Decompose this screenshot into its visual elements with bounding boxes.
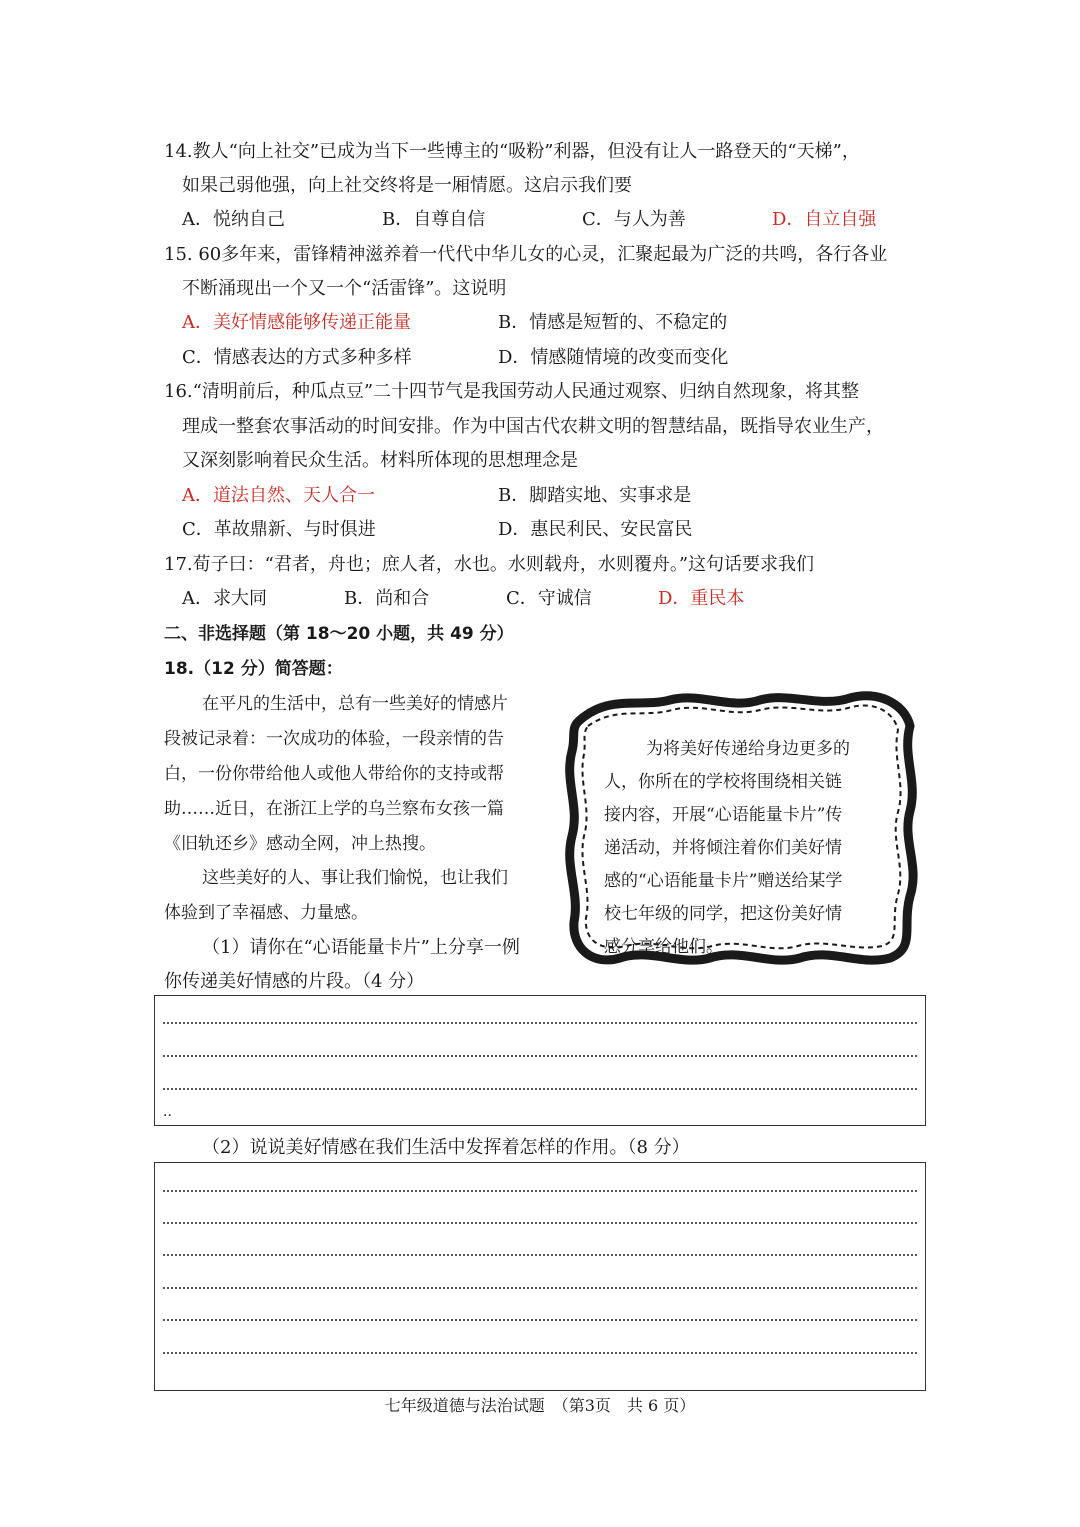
q18-passage-line2: 段被记录着：一次成功的体验，一段亲情的告 xyxy=(164,729,504,749)
q17-stem-line1: 17.荀子曰：“君者，舟也；庶人者，水也。水则载舟，水则覆舟。”这句话要求我们 xyxy=(164,554,815,575)
q14-stem-line1: 14.教人“向上社交”已成为当下一些博主的“吸粉”利器，但没有让人一路登天的“天梯”， xyxy=(164,141,860,162)
answer-line xyxy=(163,1319,917,1321)
q15-stem-line2: 不断涌现出一个又一个“活雷锋”。这说明 xyxy=(182,278,507,299)
q18-title: 18.（12 分）简答题： xyxy=(164,659,343,679)
section2-title: 二、非选择题（第 18～20 小题，共 49 分） xyxy=(164,624,514,644)
answer-line xyxy=(163,1287,917,1289)
q16-stem-line1: 16.“清明前后，种瓜点豆”二十四节气是我国劳动人民通过观察、归纳自然现象，将其整 xyxy=(164,381,860,402)
card-text-line3: 接内容，开展“心语能量卡片”传 xyxy=(604,805,843,825)
q18-sub2-answer-box[interactable] xyxy=(154,1162,926,1391)
q17-option-b: B．尚和合 xyxy=(344,588,430,609)
q17-option-a: A．求大同 xyxy=(182,588,267,609)
answer-line xyxy=(163,1088,917,1090)
q16-option-d: D．惠民利民、安民富民 xyxy=(498,519,693,540)
q18-passage-line1: 在平凡的生活中，总有一些美好的情感片 xyxy=(202,694,508,714)
q14-option-c: C．与人为善 xyxy=(582,209,686,230)
q18-passage-line7: 体验到了幸福感、力量感。 xyxy=(164,903,368,923)
q18-passage-line4: 助……近日，在浙江上学的乌兰察布女孩一篇 xyxy=(164,799,504,819)
q18-sub1-line2: 你传递美好情感的片段。（4 分） xyxy=(164,971,425,992)
q14-stem-line2: 如果己弱他强，向上社交终将是一厢情愿。这启示我们要 xyxy=(182,175,632,196)
q18-passage-line5: 《旧轨还乡》感动全网，冲上热搜。 xyxy=(164,834,436,854)
q15-option-d: D．情感随情境的改变而变化 xyxy=(498,347,729,368)
q17-option-d-answer: D．重民本 xyxy=(658,588,745,609)
answer-line xyxy=(163,1352,917,1354)
q18-passage-line6: 这些美好的人、事让我们愉悦，也让我们 xyxy=(202,868,508,888)
q14-option-b: B．自尊自信 xyxy=(382,209,486,230)
q18-sub2-prompt: （2）说说美好情感在我们生活中发挥着怎样的作用。（8 分） xyxy=(202,1137,690,1158)
q16-option-c: C．革故鼎新、与时俱进 xyxy=(182,519,376,540)
answer-line xyxy=(163,1222,917,1224)
q15-stem-line1: 15. 60多年来，雷锋精神滋养着一代代中华儿女的心灵，汇聚起最为广泛的共鸣，各行各业 xyxy=(164,244,888,265)
q15-option-c: C．情感表达的方式多种多样 xyxy=(182,347,412,368)
answer-line xyxy=(163,1190,917,1192)
card-text-line6: 校七年级的同学，把这份美好情 xyxy=(604,904,842,924)
q16-option-b: B．脚踏实地、实事求是 xyxy=(498,485,692,506)
card-text-line5: 感的“心语能量卡片”赠送给某学 xyxy=(604,871,843,891)
q15-option-b: B．情感是短暂的、不稳定的 xyxy=(498,312,728,333)
q16-option-a-answer: A．道法自然、天人合一 xyxy=(182,485,375,506)
card-text-line1: 为将美好传递给身边更多的 xyxy=(646,739,850,759)
card-text-line7: 感分享给他们。 xyxy=(604,937,723,957)
q18-sub1-answer-box[interactable] xyxy=(154,995,926,1126)
card-text-line2: 人，你所在的学校将围绕相关链 xyxy=(604,772,842,792)
q18-passage-line3: 白，一份你带给他人或他人带给你的支持或帮 xyxy=(164,764,504,784)
answer-line xyxy=(163,1022,917,1024)
q16-stem-line3: 又深刻影响着民众生活。材料所体现的思想理念是 xyxy=(182,450,578,471)
answer-line xyxy=(163,1055,917,1057)
answer-line xyxy=(163,1254,917,1256)
card-text-line4: 递活动，并将倾注着你们美好情 xyxy=(604,838,842,858)
answer-line-tail: .. xyxy=(163,1104,172,1120)
q14-option-d-answer: D．自立自强 xyxy=(772,209,877,230)
page-footer: 七年级道德与法治试题 （第3页 共 6 页） xyxy=(384,1396,696,1415)
q15-option-a-answer: A．美好情感能够传递正能量 xyxy=(182,312,411,333)
q14-option-a: A．悦纳自己 xyxy=(182,209,285,230)
q16-stem-line2: 理成一整套农事活动的时间安排。作为中国古代农耕文明的智慧结晶，既指导农业生产， xyxy=(182,416,884,437)
q18-sub1-line1: （1）请你在“心语能量卡片”上分享一例 xyxy=(202,937,520,958)
q17-option-c: C．守诚信 xyxy=(506,588,592,609)
